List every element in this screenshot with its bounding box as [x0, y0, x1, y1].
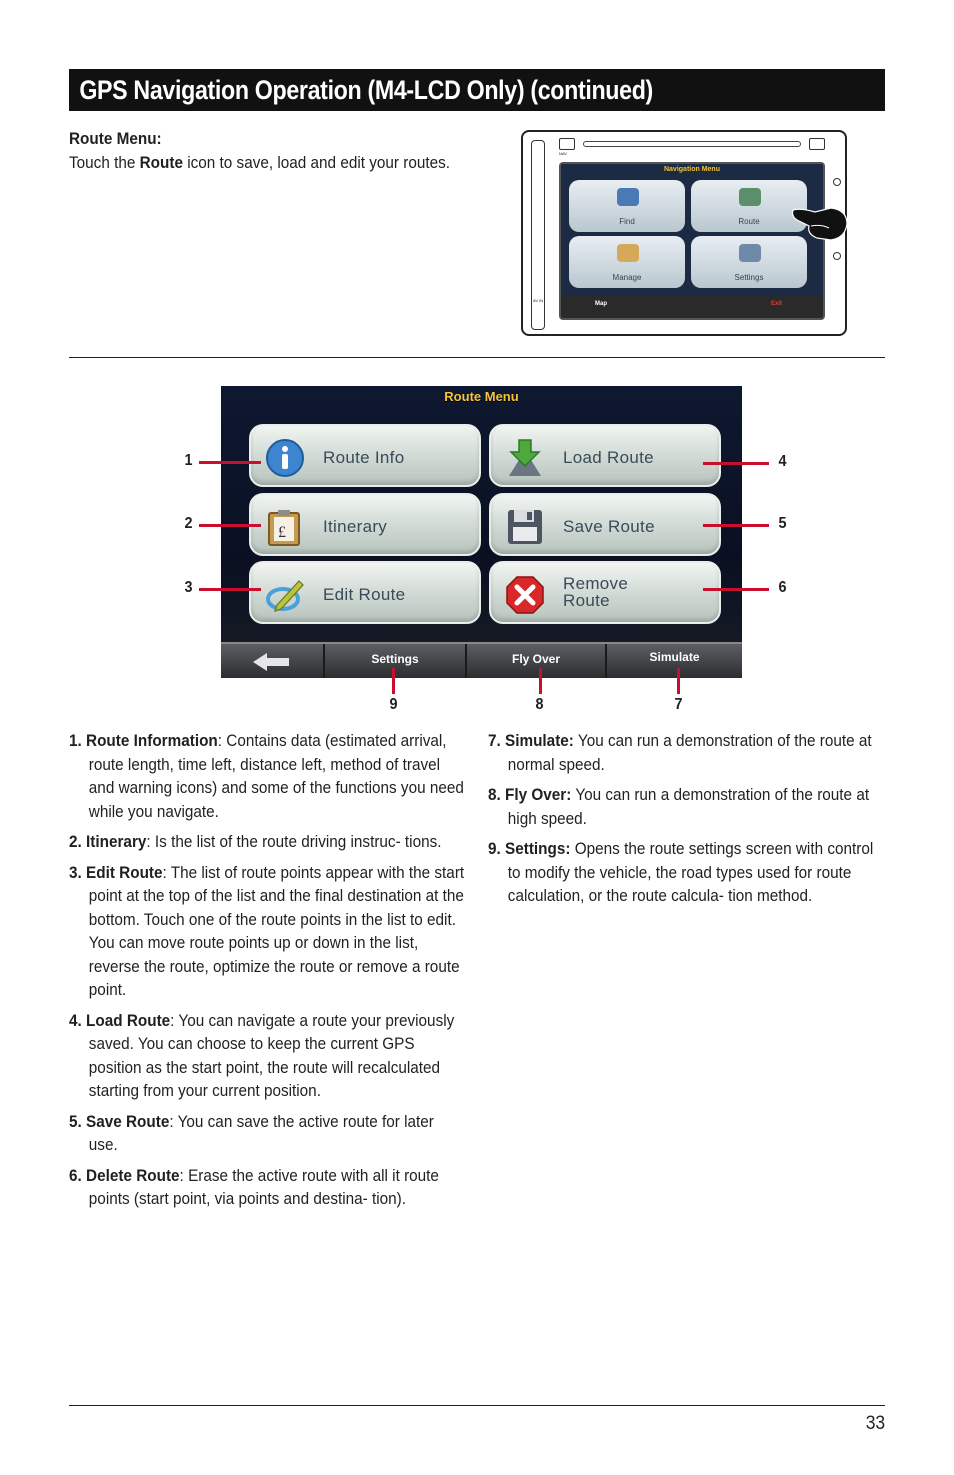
- callout-number: 9: [389, 696, 398, 713]
- simulate-button[interactable]: Simulate: [649, 650, 700, 664]
- binoculars-icon: [617, 188, 639, 206]
- exit-label: Exit: [771, 301, 783, 307]
- eject-button-icon: [809, 138, 825, 150]
- page-title: GPS Navigation Operation (M4-LCD Only) (continued): [79, 75, 653, 105]
- save-route-label: Save Route: [563, 517, 655, 536]
- callout-number: 1: [184, 452, 193, 469]
- svg-text:£: £: [278, 524, 286, 541]
- power-button-icon: [559, 138, 575, 150]
- description-item: 5. Save Route: You can save the active route for later use.: [69, 1111, 434, 1154]
- description-item: 4. Load Route: You can navigate a route your previously saved. You can choose to keep the current GPS position as the start point, the route will recalculated starting from your current position.: [69, 1010, 455, 1100]
- knob-icon: [833, 252, 841, 260]
- wrench-icon: [739, 244, 761, 262]
- nav-menu-title: Navigation Menu: [663, 166, 720, 173]
- route-keyword: Route: [139, 153, 183, 172]
- callout-leader: [199, 588, 261, 591]
- page-number: 33: [865, 1413, 885, 1434]
- remove-route-label: Remove Route: [563, 574, 629, 610]
- description-item: 6. Delete Route: Erase the active route with all it route points (start point, via points and destina- tion).: [69, 1165, 439, 1208]
- title-bar: [69, 69, 885, 111]
- edit-route-label: Edit Route: [323, 585, 406, 604]
- callout-leader: [539, 668, 542, 694]
- itinerary-button[interactable]: [249, 493, 481, 556]
- floppy-disk-icon: [505, 507, 545, 547]
- load-route-button[interactable]: [489, 424, 721, 487]
- callout-number: 5: [778, 515, 787, 532]
- route-info-button[interactable]: [249, 424, 481, 487]
- aux-label: AV IN: [533, 298, 544, 303]
- callout-number: 8: [535, 696, 544, 713]
- callout-number: 3: [184, 579, 193, 596]
- description-item: 3. Edit Route: The list of route points appear with the start point at the top of the list and the final destination at the bottom. Touch one of the route points in the list to edit. You can move route points up or down in the list, reverse the route, optimize the route or remove a route point.: [69, 862, 465, 999]
- intro-text: Touch the Route icon to save, load and edit your routes.: [69, 153, 451, 172]
- description-item: 9. Settings: Opens the route settings screen with control to modify the vehicle, the road types used for route calculation, or the route calcula- tion method.: [488, 839, 874, 905]
- edit-pencil-icon: [265, 575, 305, 615]
- description-item: 8. Fly Over: You can run a demonstration of the route at high speed.: [488, 785, 870, 828]
- download-arrow-icon: [505, 438, 545, 478]
- route-info-label: Route Info: [323, 448, 405, 467]
- route-menu-screenshot: [221, 386, 742, 678]
- settings-button[interactable]: Settings: [325, 644, 467, 678]
- back-arrow-icon: [251, 652, 291, 672]
- map-label: Map: [595, 301, 607, 307]
- divider: [69, 357, 885, 358]
- section-heading: Route Menu:: [69, 129, 162, 148]
- callout-leader: [703, 524, 769, 527]
- callout-leader: [677, 668, 680, 694]
- find-tile: Find: [569, 180, 685, 232]
- descriptions-right: [488, 729, 885, 915]
- footer-divider: [69, 1405, 885, 1406]
- callout-leader: [703, 462, 769, 465]
- fly-over-button[interactable]: Fly Over: [467, 644, 607, 678]
- disc-slot: [583, 141, 801, 147]
- nav-bottom-bar: [561, 296, 823, 318]
- save-route-button[interactable]: [489, 493, 721, 556]
- callout-number: 7: [674, 696, 683, 713]
- knob-icon: [833, 178, 841, 186]
- nav-label: NAV: [559, 151, 567, 156]
- route-tile: Route: [691, 180, 807, 232]
- load-route-label: Load Route: [563, 448, 654, 467]
- clipboard-icon: [265, 507, 305, 547]
- itinerary-label: Itinerary: [323, 517, 388, 536]
- route-menu-footer: [221, 642, 742, 678]
- description-item: 2. Itinerary: Is the list of the route driving instruc- tions.: [69, 832, 442, 851]
- callout-number: 4: [778, 453, 787, 470]
- callout-number: 2: [184, 515, 193, 532]
- manage-tile: Manage: [569, 236, 685, 288]
- description-item: 1. Route Information: Contains data (estimated arrival, route length, time left, distance left, method of travel and warning icons) and some of the functions you need while you navigate.: [69, 731, 464, 821]
- callout-leader: [199, 524, 261, 527]
- description-item: 7. Simulate: You can run a demonstration of the route at normal speed.: [488, 731, 872, 774]
- manage-icon: [617, 244, 639, 262]
- intro-section: [69, 128, 469, 175]
- head-unit-illustration: [521, 130, 847, 336]
- settings-tile: Settings: [691, 236, 807, 288]
- info-icon: [265, 438, 305, 478]
- nav-screen: [559, 162, 825, 320]
- road-icon: [739, 188, 761, 206]
- callout-number: 6: [778, 579, 787, 596]
- remove-route-button[interactable]: [489, 561, 721, 624]
- descriptions-left: [69, 729, 469, 1218]
- callout-leader: [703, 588, 769, 591]
- edit-route-button[interactable]: [249, 561, 481, 624]
- remove-x-icon: [505, 575, 545, 615]
- back-button[interactable]: [221, 644, 325, 678]
- callout-leader: [199, 461, 261, 464]
- callout-leader: [392, 668, 395, 694]
- pointing-hand-icon: [791, 202, 849, 242]
- route-menu-title: Route Menu: [444, 389, 519, 404]
